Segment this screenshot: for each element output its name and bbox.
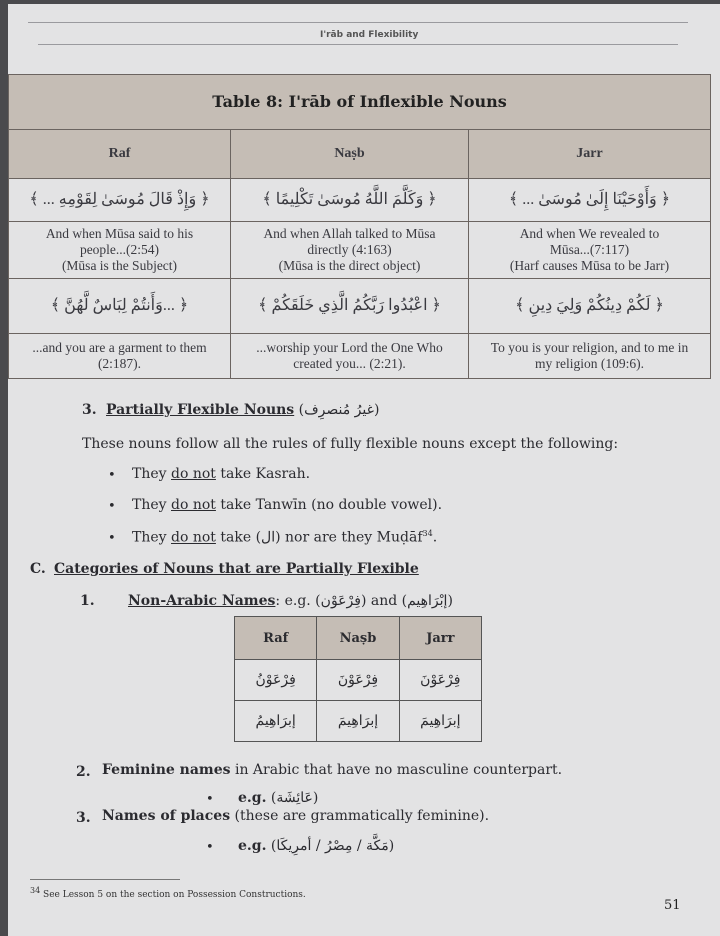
table-cell: إبرَاهِيمَ: [317, 701, 399, 742]
translation-cell: [9, 334, 231, 379]
arabic-verse: ﴿ اعْبُدُوا رَبَّكُمُ الَّذِي خَلَقَكُمْ ﴾: [231, 279, 469, 334]
footnote-mark: 34: [30, 886, 41, 895]
bullet-text: take Tanwīn (no double vowel).: [215, 497, 443, 513]
section3-number: 3.: [82, 402, 97, 418]
item3-rest: (these are grammatically feminine).: [230, 808, 490, 824]
translation-line: And when Allah talked to Mūsa: [263, 226, 436, 241]
sectionC-heading: Categories of Nouns that are Partially Flexible: [54, 561, 419, 577]
table-cell: إبرَاهِيمَ: [399, 701, 481, 742]
bullet-dot: •: [108, 468, 116, 483]
translation-cell: [231, 222, 469, 279]
arabic-verse: ﴿ وَأَوْحَيْنَا إِلَىٰ مُوسَىٰ ... ﴾: [469, 179, 711, 222]
bullet-text: take Kasrah.: [215, 466, 311, 482]
bullet-text: .: [432, 529, 438, 546]
item1-line: [128, 593, 453, 609]
bullet-dot: •: [206, 792, 214, 807]
col-header-raf: Raf: [9, 130, 231, 179]
translation-note: (Mūsa is the direct object): [278, 258, 421, 273]
translation-cell: [469, 334, 711, 379]
section3-intro: These nouns follow all the rules of fully flexible nouns except the following:: [82, 436, 619, 452]
translation-cell: [9, 222, 231, 279]
item3-line: [102, 808, 489, 824]
table-title: Table 8: I'rāb of Inflexible Nouns: [9, 75, 711, 130]
item2-line: [102, 762, 562, 778]
example-arabic: (عَائِشَة): [270, 790, 319, 806]
item3-example: [238, 838, 394, 854]
arabic-verse: ﴿ وَكَلَّمَ اللَّهُ مُوسَىٰ تَكْلِيمًا ﴾: [231, 179, 469, 222]
section3-heading: Partially Flexible Nouns: [106, 402, 295, 418]
header-rule-top: [28, 22, 688, 23]
col-header-jarr: Jarr: [469, 130, 711, 179]
bullet-emphasis: do not: [171, 466, 216, 482]
translation-line: created you... (2:21).: [293, 356, 406, 371]
translation-line: (2:187).: [97, 356, 142, 371]
bullet-text: They: [132, 529, 171, 546]
section3-heading-arabic: (غيرُ مُنصرِف): [298, 402, 380, 418]
running-head: I'rāb and Flexibility: [320, 30, 419, 40]
translation-line: directly (4:163): [307, 242, 392, 257]
item2-number: 2.: [76, 764, 91, 780]
translation-note: (Harf causes Mūsa to be Jarr): [509, 258, 670, 273]
table-cell: فِرْعَوْنَ: [317, 660, 399, 701]
footnote-text: See Lesson 5 on the section on Possession Constructions.: [40, 890, 306, 900]
translation-line: And when We revealed to: [519, 226, 660, 241]
translation-line: Mūsa...(7:117): [549, 242, 630, 257]
translation-line: people...(2:54): [79, 242, 160, 257]
translation-line: And when Mūsa said to his: [45, 226, 194, 241]
bullet-dot: •: [108, 499, 116, 514]
col-header-jarr: Jarr: [399, 617, 481, 660]
arabic-verse: ﴿ ...وَأَنتُمْ لِبَاسٌ لَّهُنَّ ﴾: [9, 279, 231, 334]
bullet-item: [132, 529, 437, 546]
arabic-verse: ﴿ وَإِذْ قَالَ مُوسَىٰ لِقَوْمِهِ ... ﴾: [9, 179, 231, 222]
table-row: [235, 701, 482, 742]
sectionC-letter: C.: [30, 561, 46, 577]
item3-bold: Names of places: [102, 808, 231, 824]
translation-cell: [231, 334, 469, 379]
translation-line: ...worship your Lord the One Who: [256, 340, 443, 355]
section3-heading-line: [106, 402, 379, 418]
example-label: e.g.: [238, 790, 267, 806]
translation-line: ...and you are a garment to them: [32, 340, 207, 355]
page-number: 51: [664, 898, 681, 913]
book-page: [8, 4, 720, 936]
table-row: [235, 660, 482, 701]
translation-cell: [469, 222, 711, 279]
translation-line: my religion (109:6).: [534, 356, 645, 371]
footnote-rule: [30, 879, 180, 880]
bullet-emphasis: do not: [171, 497, 216, 513]
bullet-dot: •: [108, 531, 116, 546]
bullet-item: [132, 466, 310, 482]
col-header-raf: Raf: [235, 617, 317, 660]
bullet-dot: •: [206, 840, 214, 855]
item2-example: [238, 790, 318, 806]
bullet-emphasis: do not: [171, 529, 216, 546]
bullet-text: They: [132, 497, 171, 513]
bullet-text: take (ال) nor are they Muḍāf: [215, 529, 423, 546]
col-header-nasb: Naṣb: [231, 130, 469, 179]
table-irab-inflexible: [8, 74, 711, 379]
item1-number: 1.: [80, 593, 95, 609]
bullet-item: [132, 497, 442, 513]
footnote-ref[interactable]: 34: [422, 529, 433, 538]
item2-bold: Feminine names: [102, 762, 231, 778]
table-cell: فِرْعَوْنُ: [235, 660, 317, 701]
example-arabic: (مَكَّة / مِصْرُ / أمرِيكَا): [270, 838, 395, 854]
arabic-verse: ﴿ لَكُمْ دِينُكُمْ وَلِيَ دِينِ ﴾: [469, 279, 711, 334]
item2-rest: in Arabic that have no masculine counterpart.: [230, 762, 563, 778]
item1-text: : e.g. (فِرْعَوْن) and (إبْرَاهِيم): [275, 593, 453, 609]
example-label: e.g.: [238, 838, 267, 854]
translation-line: To you is your religion, and to me in: [490, 340, 689, 355]
translation-note: (Mūsa is the Subject): [61, 258, 178, 273]
item3-number: 3.: [76, 810, 91, 826]
table-non-arabic-names: [234, 616, 482, 742]
table-cell: فِرْعَوْنَ: [399, 660, 481, 701]
col-header-nasb: Naṣb: [317, 617, 399, 660]
table-cell: إبرَاهِيمُ: [235, 701, 317, 742]
bullet-text: They: [132, 466, 171, 482]
footnote: [30, 886, 306, 900]
header-rule-bottom: [38, 44, 678, 45]
item1-heading: Non-Arabic Names: [128, 593, 276, 609]
